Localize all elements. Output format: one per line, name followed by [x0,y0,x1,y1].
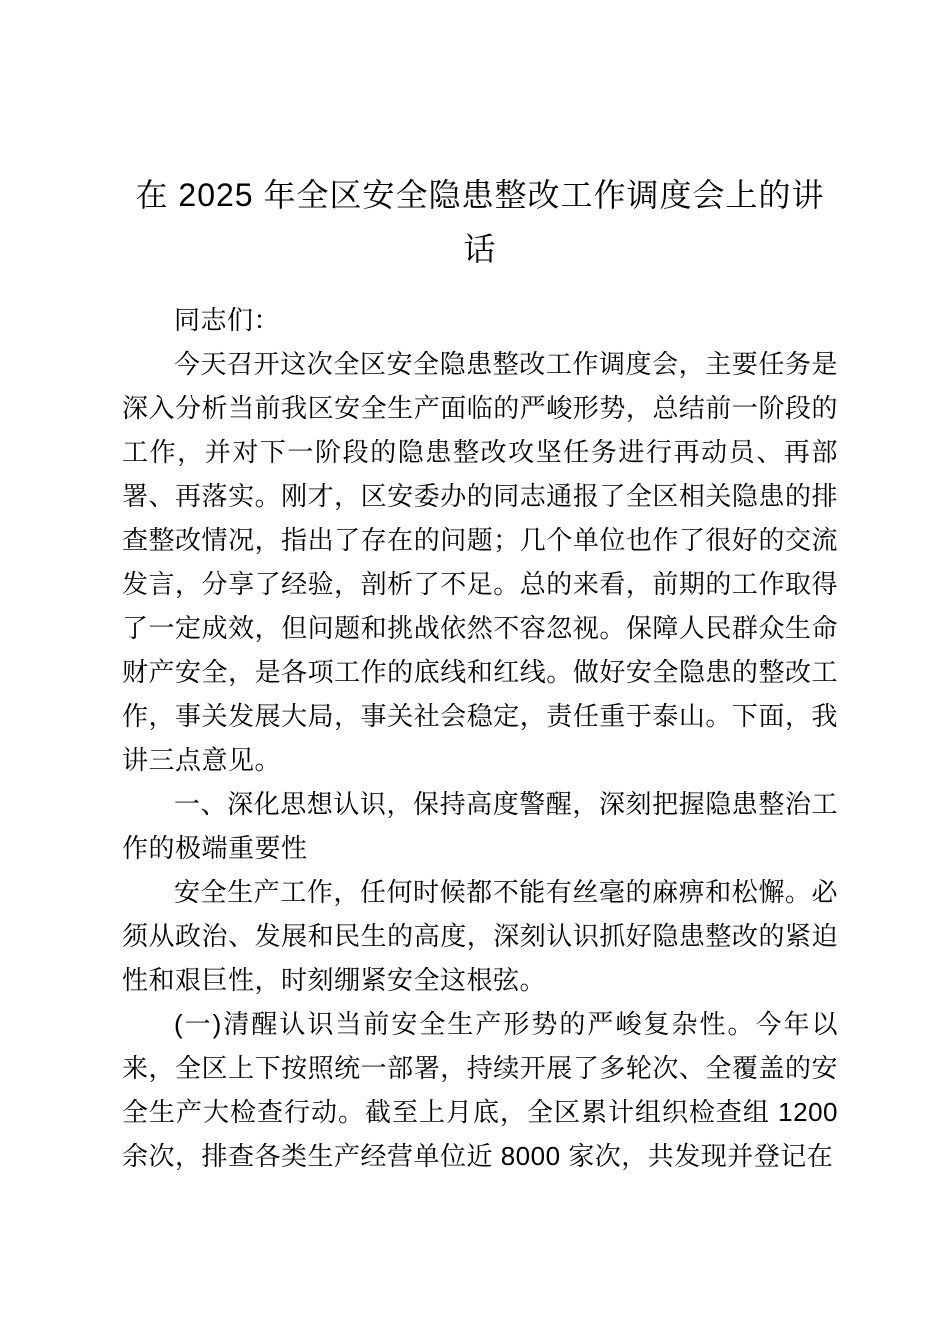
document-body [122,298,838,1178]
section-heading-1: 一、深化思想认识，保持高度警醒，深刻把握隐患整治工作的极端重要性 [122,789,838,863]
document-title: 在 2025 年全区安全隐患整改工作调度会上的讲话 [135,177,825,267]
body-paragraph-1: 安全生产工作，任何时候都不能有丝毫的麻痹和松懈。必须从政治、发展和民生的高度，深刻认识抓好隐患整改的紧迫性和艰巨性，时刻绷紧安全这根弦。 [122,877,838,995]
intro-paragraph: 今天召开这次全区安全隐患整改工作调度会，主要任务是深入分析当前我区安全生产面临的严峻形势，总结前一阶段的工作，并对下一阶段的隐患整改攻坚任务进行再动员、再部署、再落实。刚才，区安委办的同志通报了全区相关隐患的排查整改情况，指出了存在的问题；几个单位也作了很好的交流发言，分享了经验，剖析了不足。总的来看，前期的工作取得了一定成效，但问题和挑战依然不容忽视。保障人民群众生命财产安全，是各项工作的底线和红线。做好安全隐患的整改工作，事关发展大局，事关社会稳定，责任重于泰山。下面，我讲三点意见。 [122,349,838,775]
salutation-paragraph: 同志们： [174,305,281,335]
body-paragraph-2: (一)清醒认识当前安全生产形势的严峻复杂性。今年以来，全区上下按照统一部署，持续开展了多轮次、全覆盖的安全生产大检查行动。截至上月底，全区累计组织检查组 1200 余次，排查各类生产经营单位近 8000 家次，共发现并登记在 [122,1009,838,1171]
